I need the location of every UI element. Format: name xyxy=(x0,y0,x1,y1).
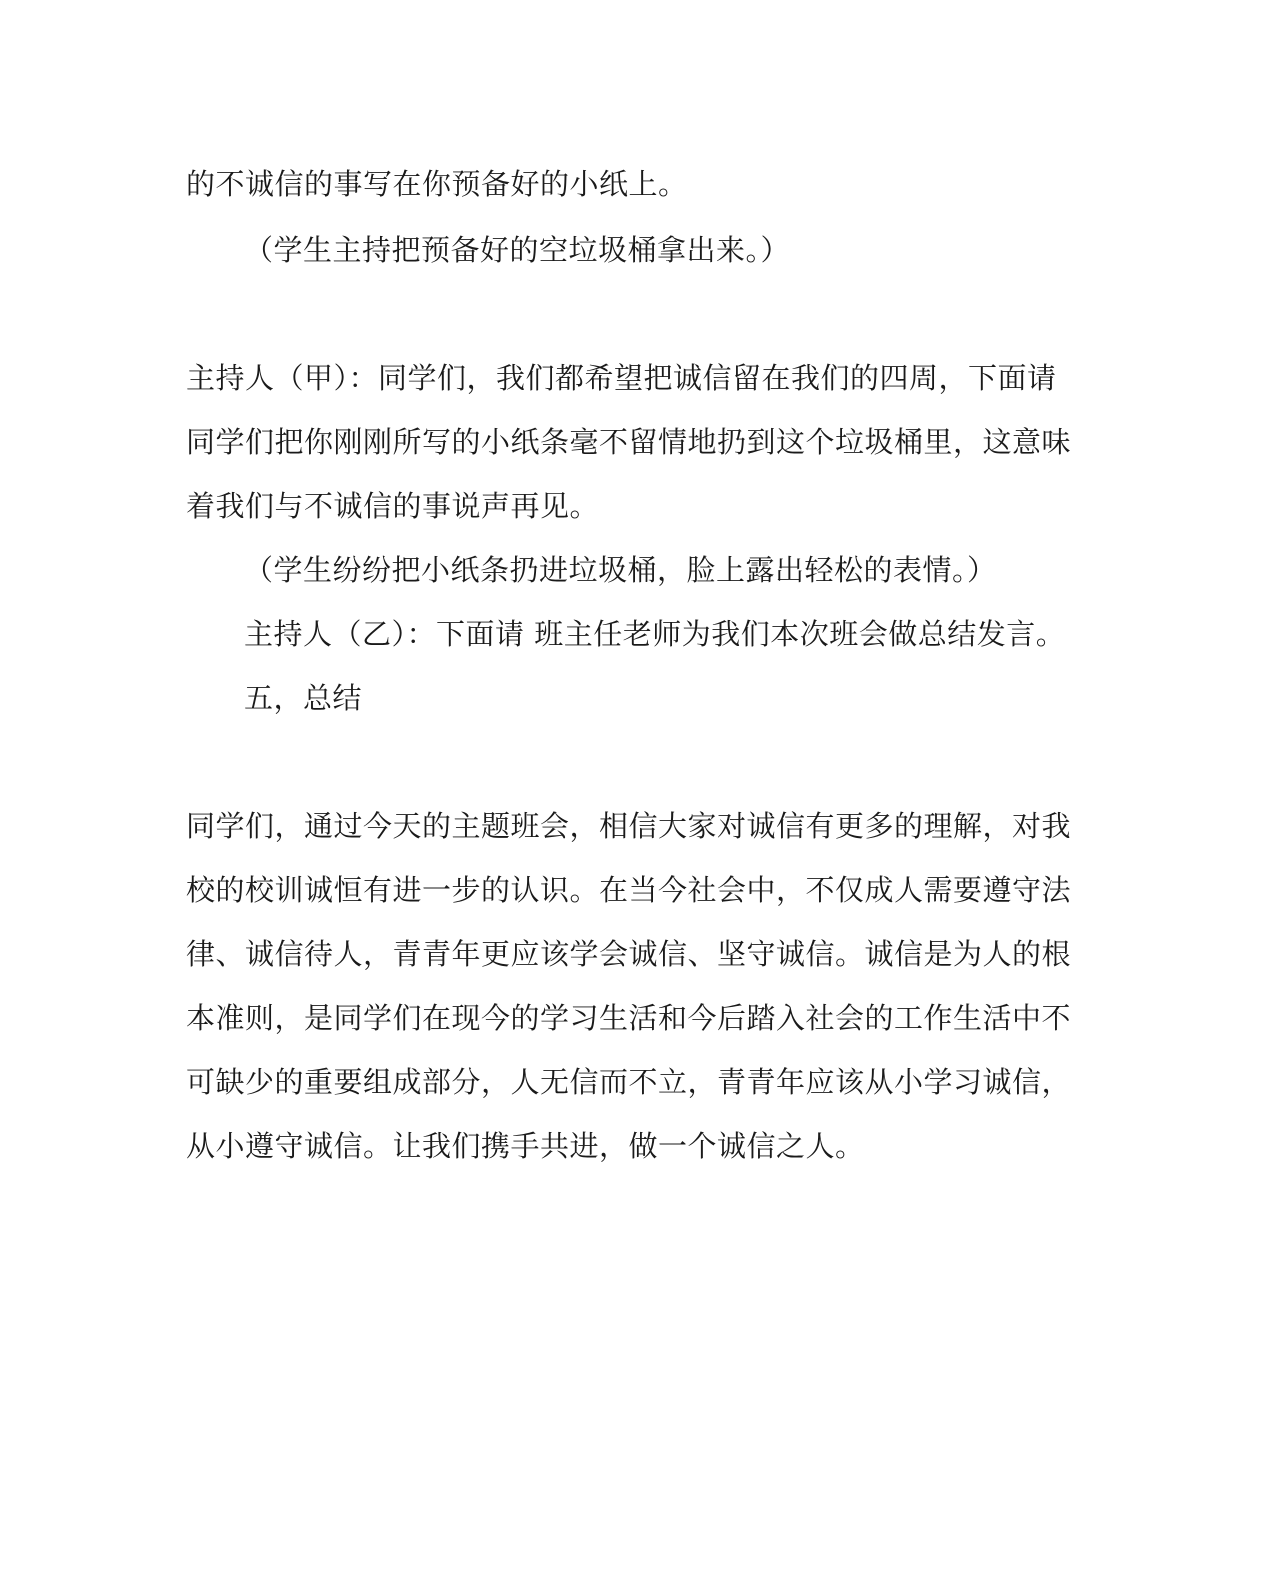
text-line: 校的校训诚恒有进一步的认识。在当今社会中，不仅成人需要遵守法 xyxy=(186,873,1072,907)
text-line: 同学们把你刚刚所写的小纸条毫不留情地扔到这个垃圾桶里，这意味 xyxy=(186,425,1072,459)
text-line: 本准则，是同学们在现今的学习生活和今后踏入社会的工作生活中不 xyxy=(186,1001,1072,1035)
text-line: 主持人（乙）：下面请 班主任老师为我们本次班会做总结发言。 xyxy=(244,617,1066,651)
text-line: 律、诚信待人，青青年更应该学会诚信、坚守诚信。诚信是为人的根 xyxy=(186,937,1072,971)
text-line: 从小遵守诚信。让我们携手共进，做一个诚信之人。 xyxy=(186,1129,865,1163)
text-line: 的不诚信的事写在你预备好的小纸上。 xyxy=(186,167,688,201)
text-line: 着我们与不诚信的事说声再见。 xyxy=(186,489,600,523)
text-line: 同学们，通过今天的主题班会，相信大家对诚信有更多的理解，对我 xyxy=(186,809,1072,843)
text-line: （学生纷纷把小纸条扔进垃圾桶，脸上露出轻松的表情。） xyxy=(244,553,997,587)
text-line: （学生主持把预备好的空垃圾桶拿出来。） xyxy=(244,233,791,267)
text-line: 可缺少的重要组成部分，人无信而不立，青青年应该从小学习诚信， xyxy=(186,1065,1072,1099)
section-heading: 五，总结 xyxy=(244,681,363,715)
text-line: 主持人（甲）：同学们，我们都希望把诚信留在我们的四周，下面请 xyxy=(186,361,1057,395)
